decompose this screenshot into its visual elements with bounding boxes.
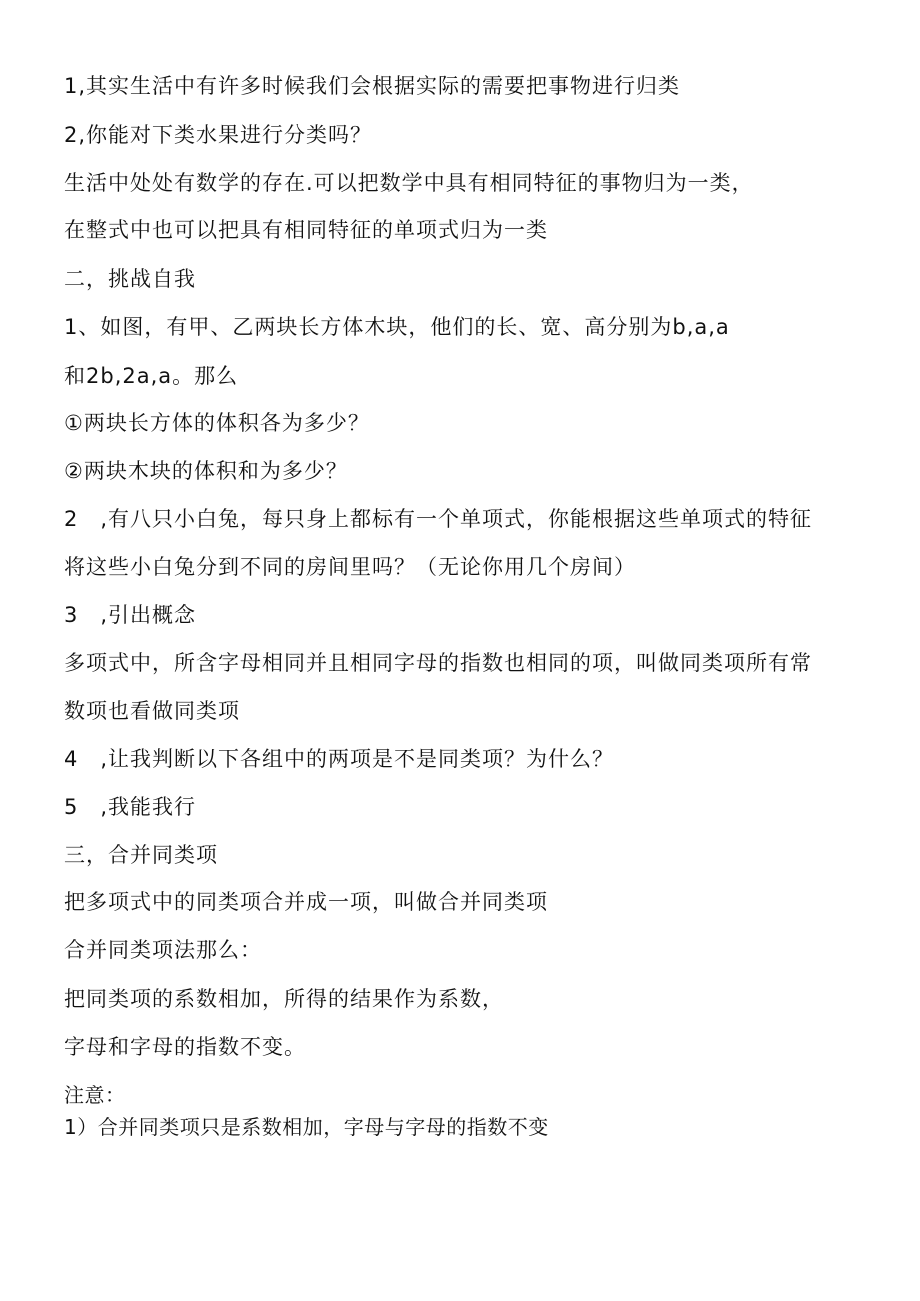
text-line-10: 2 ,有八只小白兔，每只身上都标有一个单项式，你能根据这些单项式的特征 [64, 507, 813, 531]
text-line-7: 和2b,2a,a。那么 [64, 364, 239, 388]
text-line-16: 5 ,我能我行 [64, 795, 197, 819]
section-heading-2: 二，挑战自我 [64, 267, 196, 291]
question-1: ①两块长方体的体积各为多少？ [64, 411, 370, 435]
section-heading-3: 三，合并同类项 [64, 843, 218, 867]
text-line-19: 合并同类项法那么： [64, 938, 262, 962]
text-line-21: 字母和字母的指数不变。 [64, 1035, 306, 1059]
text-line-3: 生活中处处有数学的存在.可以把数学中具有相同特征的事物归为一类， [64, 171, 754, 195]
text-line-6: 1、如图，有甲、乙两块长方体木块，他们的长、宽、高分别为b,a,a [64, 315, 730, 339]
text-line-4: 在整式中也可以把具有相同特征的单项式归为一类 [64, 218, 548, 242]
text-line-11: 将这些小白兔分到不同的房间里吗？（无论你用几个房间） [64, 555, 636, 579]
note-heading: 注意： [64, 1083, 126, 1107]
text-line-1: 1,其实生活中有许多时候我们会根据实际的需要把事物进行归类 [64, 74, 681, 98]
text-line-20: 把同类项的系数相加，所得的结果作为系数， [64, 987, 504, 1011]
text-line-12: 3 ,引出概念 [64, 603, 197, 627]
question-2: ②两块木块的体积和为多少？ [64, 459, 348, 483]
text-line-18: 把多项式中的同类项合并成一项，叫做合并同类项 [64, 890, 548, 914]
text-line-15: 4 ,让我判断以下各组中的两项是不是同类项？为什么？ [64, 747, 615, 771]
text-line-13: 多项式中，所含字母相同并且相同字母的指数也相同的项，叫做同类项所有常 [64, 651, 812, 675]
note-item-1: 1）合并同类项只是系数相加，字母与字母的指数不变 [64, 1115, 549, 1139]
text-line-2: 2,你能对下类水果进行分类吗？ [64, 123, 373, 147]
text-line-14: 数项也看做同类项 [64, 699, 240, 723]
